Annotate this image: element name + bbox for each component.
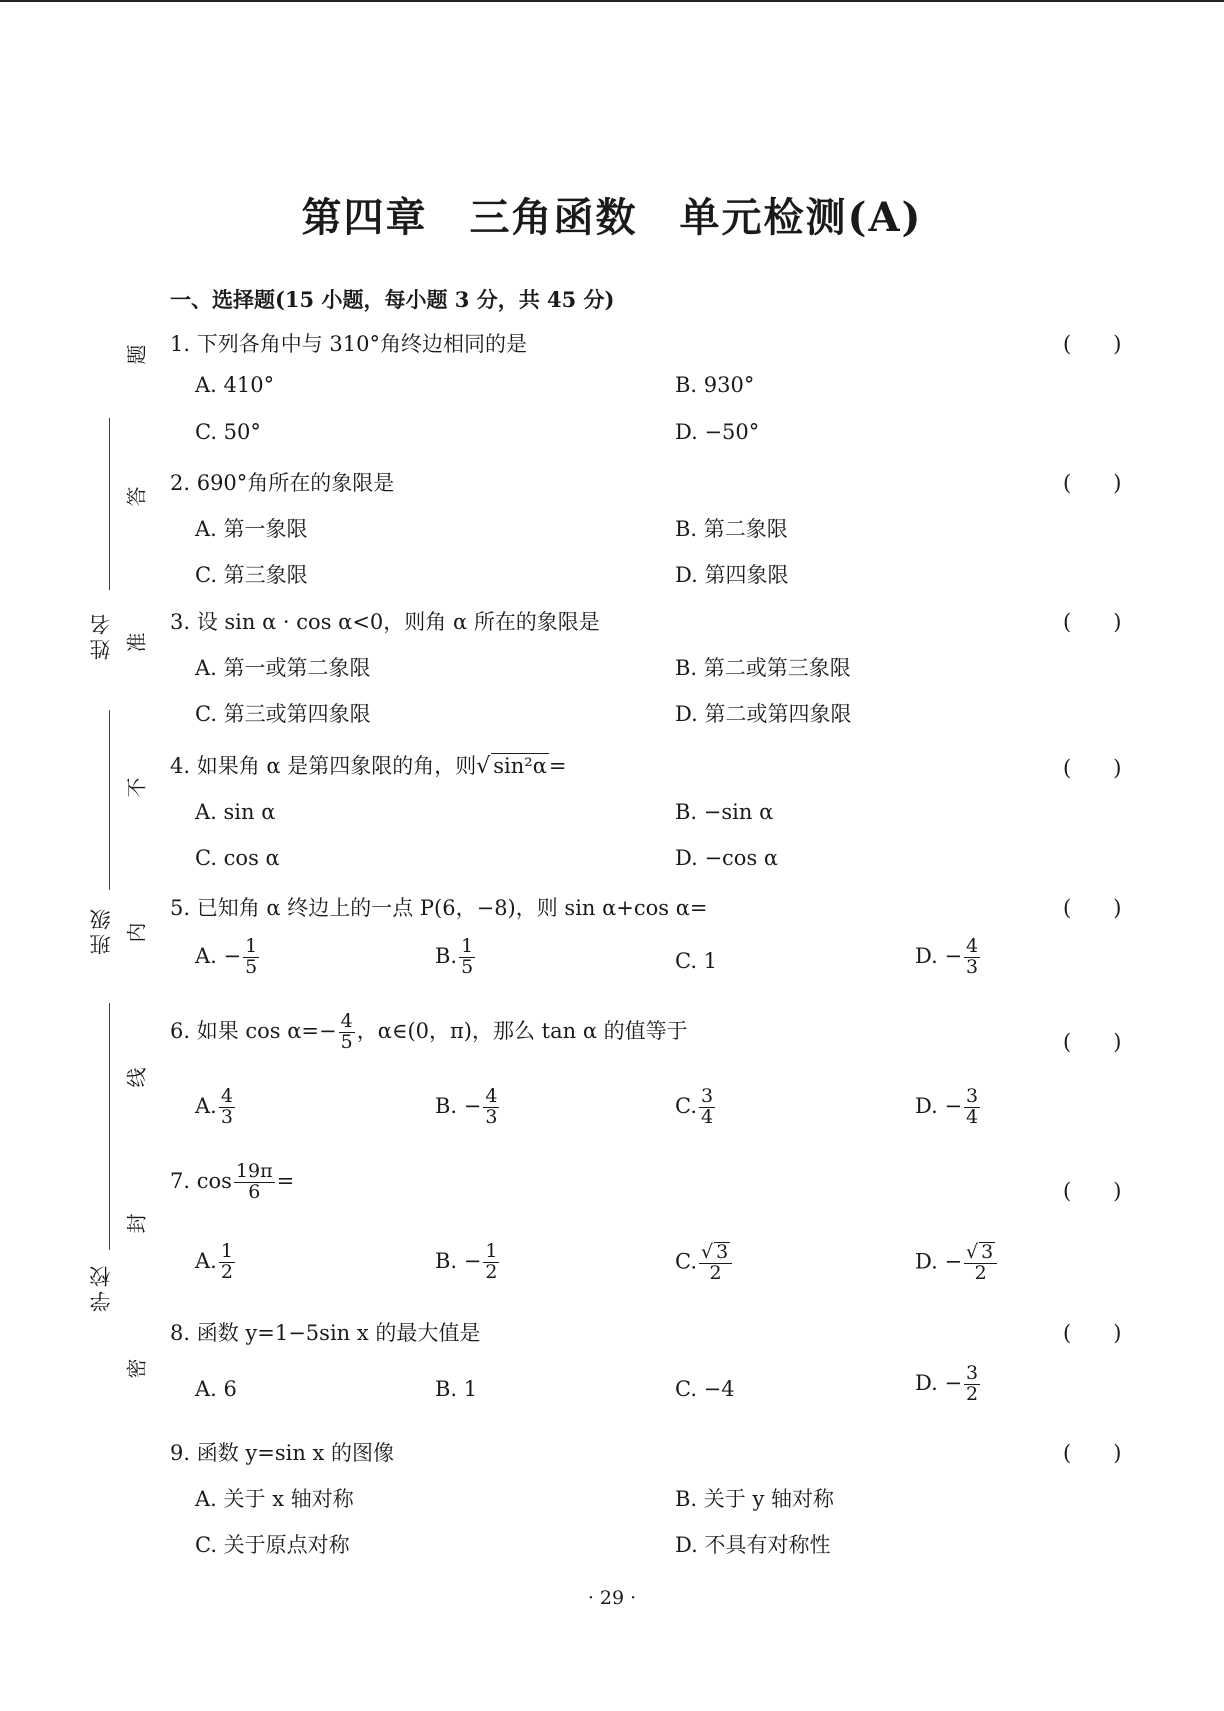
q6-d-label: D. − <box>915 1093 963 1118</box>
denominator: 3 <box>485 1105 498 1128</box>
q6-option-d <box>915 1087 982 1128</box>
denominator: 2 <box>220 1260 233 1283</box>
q9-option-b: B. 关于 y 轴对称 <box>675 1487 834 1511</box>
fraction <box>483 1242 499 1283</box>
denominator: 5 <box>461 955 474 978</box>
seal-char: 答 <box>124 486 149 507</box>
q7-d-label: D. − <box>915 1249 963 1274</box>
q9-option-c: C. 关于原点对称 <box>195 1533 350 1557</box>
q4-option-d: D. −cos α <box>675 846 779 870</box>
numerator: 3 <box>701 1085 714 1107</box>
numerator: 1 <box>461 935 474 957</box>
q7-option-a <box>195 1242 237 1283</box>
sqrt-symbol: √ <box>966 1241 979 1263</box>
denominator: 5 <box>245 955 258 978</box>
denominator: 2 <box>709 1261 722 1284</box>
name-label: 姓名 <box>89 610 113 660</box>
answer-blank-2: ( ) <box>1063 471 1122 495</box>
q5-b-label: B. <box>435 943 458 968</box>
fraction <box>243 937 259 978</box>
q7-c-label: C. <box>675 1249 697 1274</box>
q6-c-label: C. <box>675 1093 697 1118</box>
margin-line-3 <box>109 1003 110 1250</box>
q6-b-label: B. − <box>435 1093 482 1118</box>
section-heading: 一、选择题(15 小题，每小题 3 分，共 45 分) <box>170 287 615 312</box>
numerator <box>699 1242 732 1264</box>
fraction <box>964 1242 997 1284</box>
question-8: 8. 函数 y=1−5sin x 的最大值是 <box>170 1321 481 1345</box>
q1-option-d: D. −50° <box>675 420 760 444</box>
q5-option-d <box>915 937 982 978</box>
q8-option-b: B. 1 <box>435 1377 478 1401</box>
seal-char: 不 <box>124 777 149 798</box>
answer-blank-8: ( ) <box>1063 1321 1122 1345</box>
q5-a-label: A. − <box>195 943 242 968</box>
page-title: 第四章 三角函数 单元检测(A) <box>301 194 923 241</box>
radicand: 3 <box>716 1241 729 1263</box>
q1-option-c: C. 50° <box>195 420 261 444</box>
fraction <box>964 1364 980 1405</box>
fraction <box>234 1162 275 1203</box>
q8-option-c: C. −4 <box>675 1377 735 1401</box>
radicand: 3 <box>981 1241 994 1263</box>
answer-blank-7: ( ) <box>1063 1179 1122 1203</box>
q6-option-c <box>675 1087 717 1128</box>
numerator: 3 <box>966 1362 979 1384</box>
numerator: 1 <box>220 1240 233 1262</box>
q3-option-a: A. 第一或第二象限 <box>195 656 371 680</box>
fraction <box>483 1087 499 1128</box>
question-2: 2. 690°角所在的象限是 <box>170 471 395 495</box>
seal-char: 封 <box>124 1213 149 1234</box>
q7-stem-end: = <box>276 1168 295 1193</box>
q6-stem-text: 6. 如果 cos α=− <box>170 1018 337 1043</box>
q6-a-label: A. <box>195 1093 217 1118</box>
question-7 <box>170 1162 294 1203</box>
q7-option-d <box>915 1242 999 1284</box>
q2-option-d: D. 第四象限 <box>675 563 789 587</box>
page-number: · 29 · <box>587 1587 637 1609</box>
question-4 <box>170 750 567 780</box>
sqrt-symbol: √ <box>701 1241 714 1263</box>
q3-option-b: B. 第二或第三象限 <box>675 656 851 680</box>
q7-option-b <box>435 1242 501 1283</box>
denominator: 6 <box>248 1180 261 1203</box>
q8-option-d <box>915 1364 982 1405</box>
class-label: 班级 <box>89 905 113 955</box>
denominator: 2 <box>966 1382 979 1405</box>
fraction <box>964 937 980 978</box>
denominator: 3 <box>220 1105 233 1128</box>
denominator: 4 <box>701 1105 714 1128</box>
numerator: 3 <box>966 1085 979 1107</box>
question-9: 9. 函数 y=sin x 的图像 <box>170 1441 395 1465</box>
q1-option-b: B. 930° <box>675 373 755 397</box>
q7-option-c <box>675 1242 734 1284</box>
question-3: 3. 设 sin α · cos α<0，则角 α 所在的象限是 <box>170 610 600 634</box>
q5-d-label: D. − <box>915 943 963 968</box>
numerator: 4 <box>220 1085 233 1107</box>
q4-stem-end: = <box>548 754 567 778</box>
denominator: 4 <box>966 1105 979 1128</box>
q7-b-label: B. − <box>435 1248 482 1273</box>
q4-option-b: B. −sin α <box>675 800 774 824</box>
seal-char: 密 <box>124 1358 149 1379</box>
q2-option-b: B. 第二象限 <box>675 517 788 541</box>
seal-char: 题 <box>124 344 149 365</box>
q4-option-c: C. cos α <box>195 846 280 870</box>
fraction <box>339 1012 355 1053</box>
q4-option-a: A. sin α <box>195 800 276 824</box>
denominator: 2 <box>974 1261 987 1284</box>
q6-stem-end: ，α∈(0，π)，那么 tan α 的值等于 <box>356 1018 688 1043</box>
numerator: 4 <box>485 1085 498 1107</box>
numerator: 4 <box>340 1010 353 1032</box>
q1-option-a: A. 410° <box>195 373 275 397</box>
q6-option-a <box>195 1087 237 1128</box>
numerator: 19π <box>235 1160 273 1182</box>
answer-blank-6: ( ) <box>1063 1030 1122 1054</box>
fraction <box>459 937 475 978</box>
q2-option-a: A. 第一象限 <box>195 517 308 541</box>
answer-blank-9: ( ) <box>1063 1441 1122 1465</box>
q5-option-a <box>195 937 261 978</box>
q6-option-b <box>435 1087 501 1128</box>
fraction <box>219 1242 235 1283</box>
fraction <box>699 1242 732 1284</box>
q8-d-label: D. − <box>915 1370 963 1395</box>
denominator: 2 <box>485 1260 498 1283</box>
seal-char: 准 <box>124 632 149 653</box>
top-rule <box>0 0 1224 2</box>
q9-option-a: A. 关于 x 轴对称 <box>195 1487 354 1511</box>
answer-blank-3: ( ) <box>1063 610 1122 634</box>
seal-char: 线 <box>124 1067 149 1088</box>
numerator: 4 <box>966 935 979 957</box>
q2-option-c: C. 第三象限 <box>195 563 308 587</box>
seal-char: 内 <box>124 922 149 943</box>
fraction <box>699 1087 715 1128</box>
answer-blank-4: ( ) <box>1063 756 1122 780</box>
answer-blank-5: ( ) <box>1063 896 1122 920</box>
answer-blank-1: ( ) <box>1063 332 1122 356</box>
numerator <box>964 1242 997 1264</box>
question-6 <box>170 1012 688 1053</box>
q4-radicand: sin²α <box>493 754 547 778</box>
q7-a-label: A. <box>195 1248 217 1273</box>
margin-line-1 <box>109 418 110 590</box>
q8-option-a: A. 6 <box>195 1377 237 1401</box>
q7-stem-text: 7. cos <box>170 1168 232 1193</box>
q3-option-c: C. 第三或第四象限 <box>195 702 371 726</box>
q9-option-d: D. 不具有对称性 <box>675 1533 831 1557</box>
school-label: 学校 <box>89 1262 113 1312</box>
question-5: 5. 已知角 α 终边上的一点 P(6，−8)，则 sin α+cos α= <box>170 896 708 920</box>
sqrt-symbol: √ <box>476 754 491 779</box>
margin-line-2 <box>109 710 110 890</box>
fraction <box>219 1087 235 1128</box>
q5-option-c: C. 1 <box>675 949 718 973</box>
q5-option-b <box>435 937 477 978</box>
numerator: 1 <box>245 935 258 957</box>
q4-stem-text: 4. 如果角 α 是第四象限的角，则 <box>170 754 477 778</box>
denominator: 5 <box>340 1030 353 1053</box>
q3-option-d: D. 第二或第四象限 <box>675 702 852 726</box>
numerator: 1 <box>485 1240 498 1262</box>
denominator: 3 <box>966 955 979 978</box>
question-1: 1. 下列各角中与 310°角终边相同的是 <box>170 332 527 356</box>
fraction <box>964 1087 980 1128</box>
